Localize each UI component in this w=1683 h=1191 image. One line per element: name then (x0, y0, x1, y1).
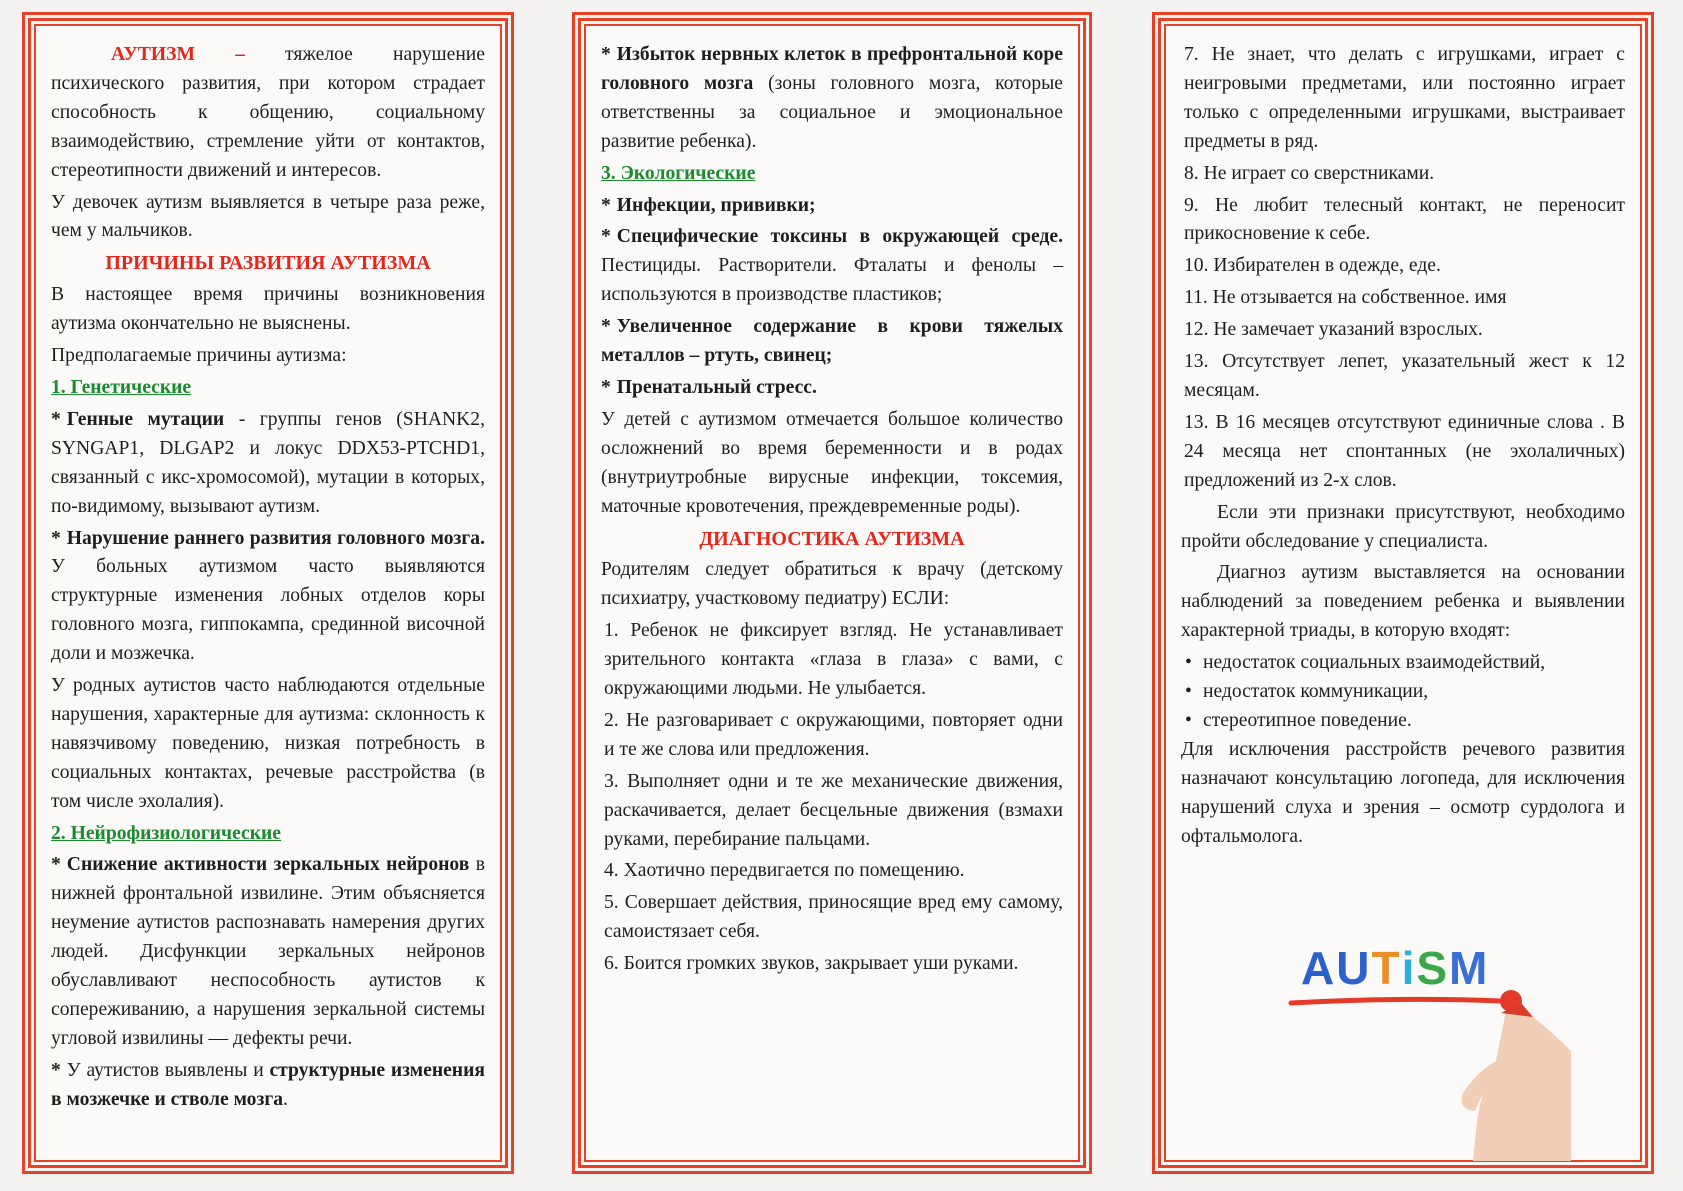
genetic-item-2 (51, 525, 485, 670)
logo-letter: A (1301, 942, 1337, 994)
asterisk-icon: * (51, 1059, 61, 1081)
sign-item: 6. Боится громких звуков, закрывает уши руками. (604, 953, 1019, 975)
logo-letter: U (1336, 942, 1372, 994)
neuro-item-1-bold: Снижение активности зеркальных нейронов (66, 854, 470, 876)
sign-item: 4. Хаотично передвигается по помещению. (604, 860, 965, 882)
sign-item: 5. Совершает действия, приносящие вред ему самому, самоистязает себя. (604, 892, 1063, 943)
eco-item-4 (601, 374, 1063, 403)
hand-marker-icon (1251, 921, 1571, 1161)
triad-item: • стереотипное поведение. (1181, 707, 1625, 736)
genetic-item-1-bold: Генные мутации (66, 408, 225, 430)
asterisk-icon: * (601, 194, 611, 216)
triad-item: • недостаток коммуникации, (1181, 678, 1625, 707)
sign-item: 9. Не любит телесный контакт, не переносит прикосновение к себе. (1184, 194, 1625, 245)
neuro-item-1 (51, 851, 485, 1053)
eco-item-3 (601, 313, 1063, 371)
sign-item: 12. Не замечает указаний взрослых. (1184, 319, 1483, 341)
asterisk-icon: * (601, 316, 611, 338)
eco-item-2-text: Пестициды. Растворители. Фталаты и фенолы – используются в производстве пластиков; (601, 255, 1063, 306)
logo-letter: i (1401, 942, 1417, 994)
asterisk-icon: * (51, 408, 61, 430)
panel-middle (578, 18, 1086, 1168)
neuro-heading: 2. Нейрофизиологические (51, 822, 281, 844)
genetic-item-2-bold: Нарушение раннего развития головного мозга. (66, 527, 485, 549)
eco-heading: 3. Экологические (601, 162, 756, 184)
diagnostics-heading: ДИАГНОСТИКА АУТИЗМА (699, 527, 965, 550)
triad-list (1181, 649, 1625, 736)
eco-item-3-bold: Увеличенное содержание в крови тяжелых металлов – ртуть, свинец; (601, 316, 1063, 367)
relatives-paragraph: У родных аутистов часто наблюдаются отдельные нарушения, характерные для аутизма: склонность к навязчивому поведению, низкая потребность в социальных контактах, речевые расстройства (в том числе эхолалия). (51, 675, 485, 812)
excess-item (601, 41, 1063, 157)
panel-left (28, 18, 508, 1168)
sign-item: 13. Отсутствует лепет, указательный жест к 12 месяцам. (1184, 351, 1625, 401)
eco-item-4-bold: Пренатальный стресс. (616, 376, 817, 398)
sign-item: 3. Выполняет одни и те же механические движения, раскачивается, делает бесцельные движения (взмахи руками, перебирание пальцами. (604, 770, 1063, 850)
sign-item: 11. Не отзывается на собственное. имя (1184, 287, 1507, 309)
intro-text: тяжелое нарушение психического развития, при котором страдает способность к общению, социальному взаимодействию, стремление уйти от контактов, стереотипности движений и интересов. (51, 44, 485, 181)
asterisk-icon: * (601, 376, 611, 398)
causes-paragraph-2: Предполагаемые причины аутизма: (51, 345, 347, 367)
consult-paragraph: Для исключения расстройств речевого развития назначают консультацию логопеда, для исключения нарушений слуха и зрения – осмотр сурдолога и офтальмолога. (1181, 738, 1625, 847)
eco-item-1 (601, 192, 1063, 221)
neuro-item-1-text: в нижней фронтальной извилине. Этим объясняется неумение аутистов распознавать намерения других людей. Дисфункции зеркальных нейронов обуславливают неспособность аутистов к сопереживанию, а нарушения зеркальной системы угловой извилины — дефекты речи. (51, 854, 485, 1049)
asterisk-icon: * (601, 226, 611, 248)
panel-middle-content (601, 41, 1063, 1145)
sign-item: 2. Не разговаривает с окружающими, повторяет одни и те же слова или предложения. (604, 709, 1063, 760)
eco-item-2 (601, 223, 1063, 310)
logo-letter: S (1416, 942, 1450, 994)
neuro-item-2-text: У аутистов выявлены и (66, 1059, 270, 1081)
neuro-item-2-end: . (283, 1088, 288, 1110)
triad-item: • недостаток социальных взаимодействий, (1181, 649, 1625, 678)
eco-item-1-bold: Инфекции, прививки; (616, 194, 816, 216)
sign-item: 8. Не играет со сверстниками. (1184, 162, 1435, 184)
sign-item: 7. Не знает, что делать с игрушками, играет с неигровыми предметами, или постоянно играет только с определенными игрушками, выстраивает предметы в ряд. (1184, 44, 1625, 152)
causes-paragraph-1: В настоящее время причины возникновения аутизма окончательно не выяснены. (51, 284, 485, 335)
causes-heading: ПРИЧИНЫ РАЗВИТИЯ АУТИЗМА (105, 252, 431, 275)
asterisk-icon: * (51, 854, 61, 876)
excess-item-bold: Избыток нервных клеток в префронтальной коре головного мозга (601, 44, 1063, 94)
complications-paragraph: У детей с аутизмом отмечается большое количество осложнений во время беременности и в родах (внутриутробные вирусные инфекции, токсемия, маточные кровотечения, преждевременные роды). (601, 408, 1063, 517)
asterisk-icon: * (51, 527, 61, 549)
sign-item: 13. В 16 месяцев отсутствуют единичные слова . В 24 месяца нет спонтанных (не эхолаличных) предложений из 2-х слов. (1184, 411, 1625, 491)
autism-logo-illustration (1251, 921, 1571, 1161)
genetic-heading: 1. Генетические (51, 376, 192, 398)
panel-right (1158, 18, 1648, 1168)
logo-letter: M (1449, 942, 1490, 994)
intro-title: АУТИЗМ – (111, 44, 245, 65)
asterisk-icon: * (601, 44, 611, 65)
genetic-item-1-text: - группы генов (SHANK2, SYNGAP1, DLGAP2 и локус DDX53-PTCHD1, связанный с икс-хромосомой), мутации в которых, по-видимому, вызывают аутизм. (51, 408, 485, 517)
neuro-item-2-bold: структурные изменения в мозжечке и стволе мозга (51, 1059, 485, 1110)
intro-paragraph (51, 41, 485, 186)
eco-item-2-bold: Специфические токсины в окружающей среде. (616, 226, 1063, 248)
logo-letter: T (1371, 942, 1402, 994)
sign-item: 1. Ребенок не фиксирует взгляд. Не устанавливает зрительного контакта «глаза в глаза» с вами, с окружающими людьми. Не улыбается. (604, 620, 1063, 700)
panel-left-content (51, 41, 485, 1145)
genetic-item-1 (51, 406, 485, 522)
excess-item-text: (зоны головного мозга, которые ответственны за социальное и эмоциональное развитие ребенка). (601, 72, 1063, 152)
exam-paragraph: Если эти признаки присутствуют, необходимо пройти обследование у специалиста. (1181, 501, 1625, 552)
intro-girls: У девочек аутизм выявляется в четыре раза реже, чем у мальчиков. (51, 191, 485, 242)
diagnostics-intro: Родителям следует обратиться к врачу (детскому психиатру, участковому педиатру) ЕСЛИ: (601, 559, 1063, 610)
triad-paragraph: Диагноз аутизм выставляется на основании наблюдений за поведением ребенка и выявлении характерной триады, в которую входят: (1181, 562, 1625, 642)
sign-item: 10. Избирателен в одежде, еде. (1184, 255, 1441, 277)
genetic-item-2-text: У больных аутизмом часто выявляются структурные изменения лобных отделов коры головного мозга, гиппокампа, срединной височной доли и мозжечка. (51, 556, 485, 665)
neuro-item-2 (51, 1057, 485, 1115)
